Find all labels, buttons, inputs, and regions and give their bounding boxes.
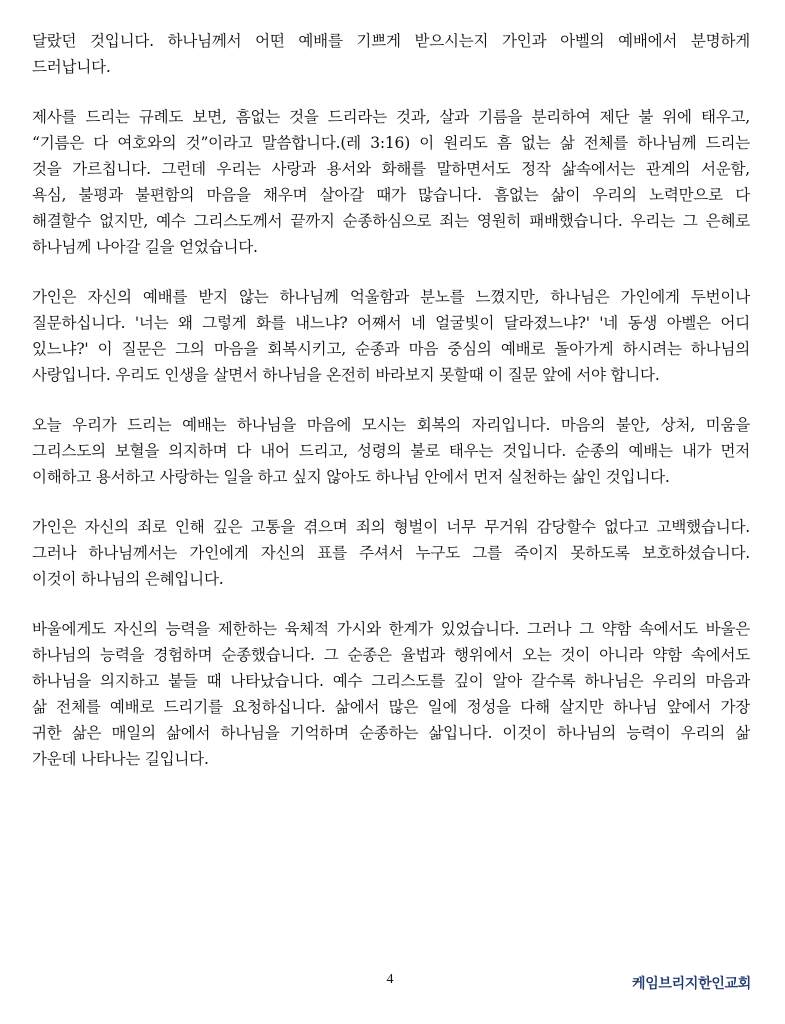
text-line: 질문하십니다. '너는 왜 그렇게 화를 내느냐? 어째서 네 얼굴빛이 달라졌느냐?' '네 동생 아벨은 어디 (32, 314, 750, 332)
page-number: 4 (386, 972, 394, 987)
paragraph-3 (32, 284, 750, 388)
paragraph-2 (32, 104, 750, 260)
text-line: “기름은 다 여호와의 것”이라고 말씀합니다.(레 3:16) 이 원리도 흠 없는 삶 전체를 하나님께 드리는 (32, 134, 750, 152)
text-line: 달랐던 것입니다. 하나님께서 어떤 예배를 기쁘게 받으시는지 가인과 아벨의 예배에서 분명하게 (32, 32, 750, 50)
text-line: 하나님을 의지하고 붙들 때 나타났습니다. 예수 그리스도를 깊이 알아 갈수록 하나님은 우리의 마음과 (32, 672, 750, 690)
text-line: 드러납니다. (32, 58, 111, 76)
text-line: 사랑입니다. 우리도 인생을 살면서 하나님을 온전히 바라보지 못할때 이 질문 앞에 서야 합니다. (32, 366, 660, 384)
paragraph-4 (32, 412, 750, 490)
text-line: 이해하고 용서하고 사랑하는 일을 하고 싶지 않아도 하나님 안에서 먼저 실천하는 삶인 것입니다. (32, 468, 670, 486)
text-line: 있느냐?' 이 질문은 그의 마음을 회복시키고, 순종과 마음 중심의 예배로 돌아가게 하시려는 하나님의 (32, 340, 750, 358)
text-line: 것을 가르칩니다. 그런데 우리는 사랑과 용서와 화해를 말하면서도 정작 삶속에서는 관계의 서운함, (32, 160, 750, 178)
text-line: 오늘 우리가 드리는 예배는 하나님을 마음에 모시는 회복의 자리입니다. 마음의 불안, 상처, 미움을 (32, 416, 750, 434)
text-line: 이것이 하나님의 은혜입니다. (32, 570, 224, 588)
text-line: 귀한 삶은 매일의 삶에서 하나님을 기억하며 순종하는 삶입니다. 이것이 하나님의 능력이 우리의 삶 (32, 724, 750, 742)
text-line: 해결할수 없지만, 예수 그리스도께서 끝까지 순종하심으로 죄는 영원히 패배했습니다. 우리는 그 은혜로 (32, 212, 750, 230)
text-line: 가운데 나타나는 길입니다. (32, 750, 209, 768)
text-line: 삶 전체를 예배로 드리기를 요청하십니다. 삶에서 많은 일에 정성을 다해 살지만 하나님 앞에서 가장 (32, 698, 750, 716)
document-body (32, 28, 750, 796)
text-line: 바울에게도 자신의 능력을 제한하는 육체적 가시와 한계가 있었습니다. 그러나 그 약함 속에서도 바울은 (32, 620, 750, 638)
text-line: 하나님께 나아갈 길을 얻었습니다. (32, 238, 258, 256)
paragraph-6 (32, 616, 750, 772)
text-line: 가인은 자신의 죄로 인해 깊은 고통을 겪으며 죄의 형벌이 너무 무거워 감당할수 없다고 고백했습니다. (32, 518, 750, 536)
text-line: 그러나 하나님께서는 가인에게 자신의 표를 주셔서 누구도 그를 죽이지 못하도록 보호하셨습니다. (32, 544, 750, 562)
text-line: 가인은 자신의 예배를 받지 않는 하나님께 억울함과 분노를 느꼈지만, 하나님은 가인에게 두번이나 (32, 288, 750, 306)
text-line: 제사를 드리는 규례도 보면, 흠없는 것을 드리라는 것과, 살과 기름을 분리하여 제단 불 위에 태우고, (32, 108, 750, 126)
church-name: 케임브리지한인교회 (631, 976, 751, 992)
paragraph-5 (32, 514, 750, 592)
paragraph-1 (32, 28, 750, 80)
text-line: 하나님의 능력을 경험하며 순종했습니다. 그 순종은 율법과 행위에서 오는 것이 아니라 약함 속에서도 (32, 646, 750, 664)
text-line: 욕심, 불평과 불편함의 마음을 채우며 살아갈 때가 많습니다. 흠없는 삶이 우리의 노력만으로 다 (32, 186, 750, 204)
text-line: 그리스도의 보혈을 의지하며 다 내어 드리고, 성령의 불로 태우는 것입니다. 순종의 예배는 내가 먼저 (32, 442, 750, 460)
